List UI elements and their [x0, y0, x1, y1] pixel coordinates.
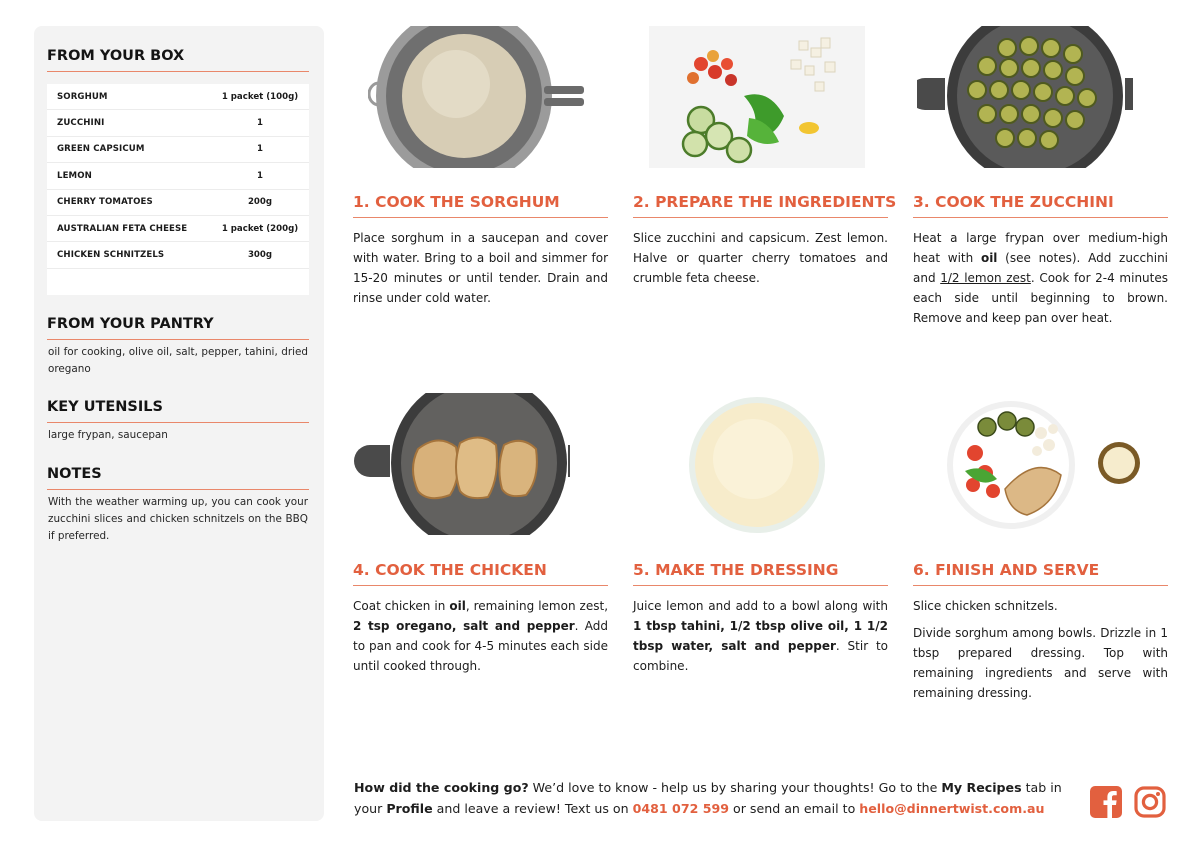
notes-heading: NOTES — [47, 466, 309, 490]
utensils-text: large frypan, saucepan — [48, 429, 168, 441]
step-3-text — [913, 228, 1168, 328]
ingredient-name: AUSTRALIAN FETA CHEESE — [57, 223, 188, 234]
key-utensils-heading: KEY UTENSILS — [47, 399, 309, 423]
step-paragraph: Juice lemon and add to a bowl along with 1 tbsp tahini, 1/2 tbsp olive oil, 1 1/2 tbsp water, salt and pepper. Stir to combine. — [633, 599, 888, 673]
ingredient-name: CHERRY TOMATOES — [57, 197, 153, 208]
instagram-icon[interactable] — [1134, 786, 1166, 818]
ingredient-qty: 300g — [247, 250, 273, 261]
zucchini-frypan-image — [917, 26, 1133, 168]
step-5-title: 5. MAKE THE DRESSING — [633, 561, 888, 586]
prepared-ingredients-image — [649, 26, 865, 168]
ingredient-qty: 200g — [247, 197, 273, 208]
step-paragraph: Heat a large frypan over medium-high heat with oil (see notes). Add zucchini and 1/2 lemon zest. Cook for 2-4 minutes each side until beginning to brown. Remove and keep pan over heat. — [913, 231, 1169, 325]
table-row — [47, 242, 309, 268]
table-row — [47, 84, 309, 110]
step-6-text — [913, 596, 1168, 703]
table-row — [47, 137, 309, 163]
ingredient-qty: 1 packet (100g) — [221, 91, 299, 102]
ingredient-name: ZUCCHINI — [57, 118, 105, 129]
sorghum-strainer-image — [368, 26, 584, 168]
ingredients-table — [47, 84, 309, 295]
ingredient-qty: 1 — [257, 118, 263, 129]
ingredient-qty: 1 — [257, 170, 263, 181]
step-paragraph: Slice zucchini and capsicum. Zest lemon. Halve or quarter cherry tomatoes and crumble feta cheese. — [633, 231, 888, 285]
step-paragraph: Coat chicken in oil, remaining lemon zest, 2 tsp oregano, salt and pepper. Add to pan and cook for 4-5 minutes each side until cooked through. — [353, 599, 609, 673]
step-2-title: 2. PREPARE THE INGREDIENTS — [633, 193, 888, 218]
ingredient-name: GREEN CAPSICUM — [57, 144, 145, 155]
table-row — [47, 110, 309, 136]
from-your-box-heading: FROM YOUR BOX — [47, 48, 309, 72]
ingredient-name: LEMON — [57, 170, 92, 181]
step-2-text — [633, 228, 888, 288]
facebook-icon[interactable] — [1090, 786, 1122, 818]
notes-text: With the weather warming up, you can cook your zucchini slices and chicken schnitzels on the BBQ if preferred. — [48, 496, 308, 542]
table-row — [47, 163, 309, 189]
dressing-bowl-image — [649, 393, 865, 535]
step-paragraph: Place sorghum in a saucepan and cover with water. Bring to a boil and simmer for 15-20 minutes or until tender. Drain and rinse under cold water. — [353, 231, 608, 305]
step-3-title: 3. COOK THE ZUCCHINI — [913, 193, 1168, 218]
table-row — [47, 190, 309, 216]
ingredient-qty: 1 — [257, 144, 263, 155]
ingredient-qty: 1 packet (200g) — [221, 223, 299, 234]
step-4-title: 4. COOK THE CHICKEN — [353, 561, 608, 586]
ingredient-name: SORGHUM — [57, 91, 108, 102]
step-1-title: 1. COOK THE SORGHUM — [353, 193, 608, 218]
pantry-text: oil for cooking, olive oil, salt, pepper, tahini, dried oregano — [48, 346, 308, 375]
ingredient-name: CHICKEN SCHNITZELS — [57, 250, 165, 261]
chicken-frypan-image — [354, 393, 570, 535]
table-row — [47, 216, 309, 242]
feedback-text: How did the cooking go? We’d love to know - help us by sharing your thoughts! Go to the My Recipes tab in your Profile and leave a review! Text us on 0481 072 599 or send an email to hello@dinnertwist.com.au — [354, 780, 1062, 816]
step-6-title: 6. FINISH AND SERVE — [913, 561, 1168, 586]
step-1-text — [353, 228, 608, 308]
sidebar — [34, 26, 324, 821]
from-your-pantry-heading: FROM YOUR PANTRY — [47, 316, 309, 340]
step-paragraph: Divide sorghum among bowls. Drizzle in 1 tbsp prepared dressing. Top with remaining ingredients and serve with remaining dressing. — [913, 626, 1168, 700]
finished-bowl-image — [945, 393, 1161, 535]
step-4-text — [353, 596, 608, 676]
step-paragraph: Slice chicken schnitzels. — [913, 599, 1058, 613]
step-5-text — [633, 596, 888, 676]
